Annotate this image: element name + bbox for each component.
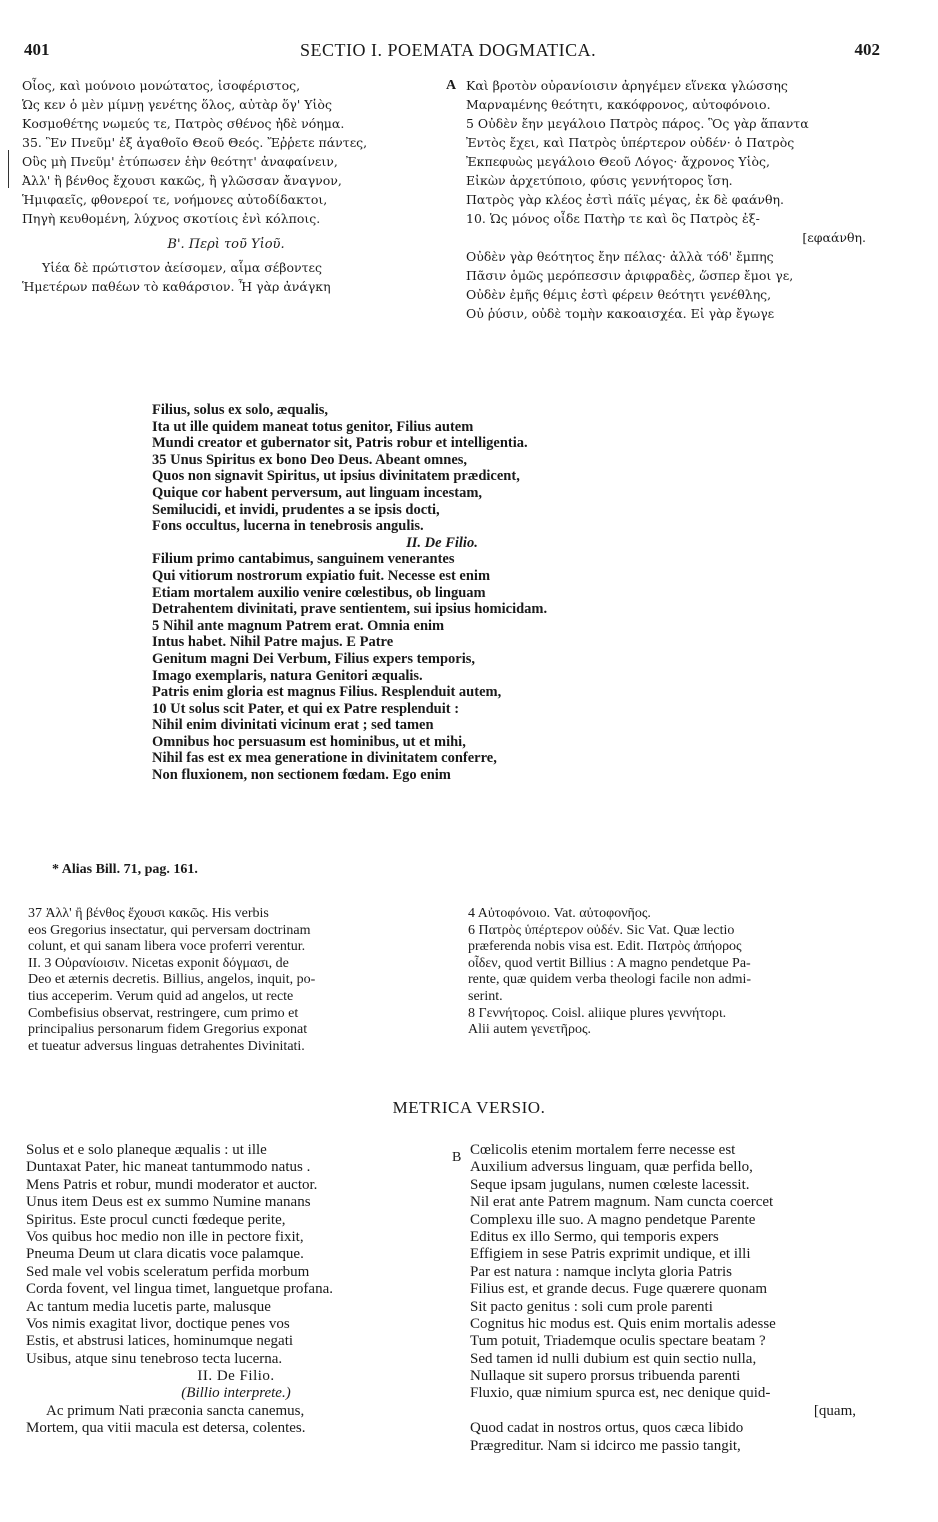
verse-line: Sit pacto genitus : soli cum prole parenti [470, 1298, 713, 1315]
note-line: rente, quæ quidem verba theologi facile non admi- [468, 972, 752, 988]
verse-line: Ac tantum media lucetis parte, malusque [26, 1298, 271, 1315]
marginal-letter-b: B [452, 1150, 462, 1165]
verse-line: Par est natura : namque inclyta gloria Patris [470, 1263, 733, 1280]
greek-line: Μαρναμένης θεότητι, κακόφρονος, αὐτοφόνοιο. [466, 97, 771, 112]
verse-line: Seque ipsam jugulans, numen cœleste lacessit. [470, 1176, 750, 1193]
verse-line: Nil erat ante Patrem magnum. Nam cuncta coercet [470, 1194, 774, 1211]
greek-line: Πηγὴ κευθομένη, λύχνος σκοτίοις ἐνὶ κόλποις. [22, 211, 321, 226]
greek-line: 10. Ὡς μόνος οἶδε Πατὴρ τε καὶ ὃς Πατρὸς ἐξ- [466, 211, 760, 226]
note-line: II. 3 Οὐρανίοισιν. Nicetas exponit δόγμασι, de [28, 955, 289, 971]
verse-line: Cœlicolis etenim mortalem ferre necesse est [470, 1142, 736, 1158]
latin-line: Mundi creator et gubernator sit, Patris robur et intelligentia. [152, 435, 528, 452]
note-line: Deo et æternis decretis. Billius, angelos, inquit, po- [28, 972, 316, 988]
verse-line: Spiritus. Este procul cuncti fœdeque perite, [26, 1211, 286, 1228]
verse-line: Estis, et abstrusi latices, hominumque negati [26, 1333, 294, 1350]
greek-line: Πᾶσιν ὁμῶς μερόπεσσιν ἀριφραδὲς, ὥσπερ ἔμοι γε, [466, 268, 794, 283]
greek-line: Οὐδὲν γὰρ θεότητος ἔην πέλας· ἀλλὰ τόδ' ἔμπης [466, 249, 774, 264]
verse-line: Vos quibus hoc medio non ille in pectore fixit, [26, 1228, 304, 1245]
verse-line: Nullaque sit supero prorsus tribuenda parenti [470, 1368, 741, 1385]
latin-line: Qui vitiorum nostrorum expiatio fuit. Necesse est enim [152, 567, 491, 584]
verse-line: Mens Patris et robur, mundi moderator et auctor. [26, 1176, 318, 1193]
greek-line: Οὐδὲν ἐμῆς θέμις ἐστὶ φέρειν θεότητι γενέθλης, [466, 287, 772, 302]
note-line: οἶδεν, quod vertit Billius : A magno pendetque Pa- [468, 955, 751, 971]
latin-line: Patris enim gloria est magnus Filius. Resplenduit autem, [152, 684, 502, 701]
latin-line: Etiam mortalem auxilio venire cœlestibus, ob linguam [152, 584, 486, 601]
verse-column-left [26, 1142, 446, 1438]
greek-line: 35. Ἓν Πνεῦμ' ἐξ ἀγαθοῖο Θεοῦ Θεός. Ἔῤῥετε πάντες, [22, 135, 368, 150]
verse-line: Effigiem in sese Patris exprimit undique, et illi [470, 1246, 751, 1263]
verse-line: Prægreditur. Nam si idcirco me passio tangit, [470, 1437, 741, 1454]
greek-line-continuation: [εφαάνθη. [802, 230, 866, 245]
greek-line: Ἐντὸς ἔχει, καὶ Πατρὸς ὑπέρτερον οὐδέν· ὁ Πατρὸς [466, 135, 795, 150]
verse-line: Cognitus hic modus est. Quis enim mortalis adesse [470, 1315, 776, 1332]
verse-column-right [470, 1142, 900, 1455]
latin-line: 35 Unus Spiritus ex bono Deo Deus. Abeant omnes, [152, 451, 468, 468]
greek-column-right [466, 76, 886, 323]
latin-line: Genitum magni Dei Verbum, Filius expers temporis, [152, 650, 476, 667]
verse-line: Auxilium adversus linguam, quæ perfida bello, [470, 1159, 753, 1176]
greek-line: Εἰκὼν ἀρχετύποιο, φύσις γεννήτορος ἴση. [466, 173, 733, 188]
greek-line: Οὐ ῥύσιν, οὐδὲ τομὴν κακοαισχέα. Εἰ γὰρ ἔγωγε [466, 306, 775, 321]
latin-line: Nihil enim divinitati vicinum erat ; sed tamen [152, 717, 434, 734]
margin-rule [8, 150, 9, 188]
verse-line: Vos nimis exagitat livor, doctique penes vos [26, 1315, 290, 1332]
verse-line: Fluxio, quæ nimium spurca est, nec denique quid- [470, 1385, 771, 1402]
page-number-right: 402 [854, 40, 880, 59]
note-line: serint. [468, 988, 503, 1004]
verse-line: Pneuma Deum ut clara dicatis voce palamque. [26, 1246, 304, 1263]
section-title: METRICA VERSIO. [392, 1098, 546, 1117]
note-line: colunt, et qui sanam libera voce proferri verentur. [28, 939, 306, 955]
verse-line: Complexu ille suo. A magno pendetque Parente [470, 1211, 756, 1228]
verse-line: Sed tamen id nulli dubium est quin sectio nulla, [470, 1350, 757, 1367]
verse-interpreter-note: (Billio interprete.) [181, 1385, 291, 1402]
verse-line: Tum potuit, Triademque oculis spectare beatam ? [470, 1333, 766, 1350]
latin-line: Quique cor habent perversum, aut linguam incestam, [152, 484, 483, 501]
latin-line: Detrahentem divinitati, prave sentientem, sui ipsius homicidam. [152, 601, 548, 618]
note-line: et tueatur adversus linguas detrahentes Divinitati. [28, 1038, 305, 1054]
footnote: * Alias Bill. 71, pag. 161. [52, 862, 198, 877]
greek-line: Ἀλλ' ἢ βένθος ἔχουσι κακῶς, ἢ γλῶσσαν ἄναγνον, [22, 173, 342, 188]
latin-line: Ita ut ille quidem maneat totus genitor, Filius autem [152, 418, 474, 435]
greek-line: Ὡς κεν ὁ μὲν μίμνῃ γενέτης ὅλος, αὐτὰρ ὅγ' Υἱὸς [22, 97, 332, 112]
greek-line: Ἡμετέρων παθέων τὸ καθάρσιον. Ἦ γὰρ ἀνάγκη [22, 279, 331, 294]
greek-line: Ἡμιφαεῖς, φθονεροί τε, νοήμονες αὐτοδίδακτοι, [22, 192, 328, 207]
note-line: præferenda nobis visa est. Edit. Πατρὸς ἀπήορος [468, 939, 742, 955]
verse-line: Sed male vel vobis sceleratum perfida morbum [26, 1263, 310, 1280]
verse-line: Duntaxat Pater, hic maneat tantummodo natus . [26, 1159, 311, 1176]
latin-line: Non fluxionem, non sectionem fœdam. Ego enim [152, 767, 451, 784]
notes-column-left [28, 906, 448, 1055]
latin-line: Filium primo cantabimus, sanguinem venerantes [152, 551, 455, 568]
verse-line: Unus item Deus est ex summo Numine manans [26, 1194, 311, 1211]
greek-line: Πατρὸς γὰρ κλέος ἐστὶ πάϊς μέγας, ἐκ δὲ φαάνθη. [466, 192, 784, 207]
verse-line-continuation: [quam, [813, 1402, 856, 1419]
verse-line: Ac primum Nati præconia sancta canemus, [46, 1402, 305, 1419]
page-number-left: 401 [24, 40, 50, 59]
greek-line: 5 Οὐδὲν ἔην μεγάλοιο Πατρὸς πάρος. Ὃς γὰρ ἅπαντα [466, 116, 809, 131]
running-head [0, 40, 938, 66]
latin-line: Semilucidi, et invidi, prudentes a se ipsis docti, [152, 501, 440, 518]
note-line: principalius personarum fidem Gregorius exponat [28, 1022, 308, 1038]
verse-line: Filius est, et grande decus. Fuge quærere quonam [470, 1281, 768, 1298]
marginal-letter-a: A [446, 78, 457, 93]
latin-line: 10 Ut solus scit Pater, et qui ex Patre resplenduit : [152, 700, 460, 717]
note-line: 6 Πατρὸς ὑπέρτερον οὐδέν. Sic Vat. Quæ lectio [468, 922, 735, 938]
latin-prose-translation [152, 402, 732, 784]
latin-line: 5 Nihil ante magnum Patrem erat. Omnia enim [152, 617, 445, 634]
greek-line: Υἱέα δὲ πρώτιστον ἀείσομεν, αἷμα σέβοντες [42, 260, 323, 275]
verse-line: Usibus, atque sinu tenebroso tecta lucerna. [26, 1350, 283, 1367]
note-line: 37 Ἀλλ' ἢ βένθος ἔχουσι κακῶς. His verbis [28, 906, 269, 921]
verse-line: Corda fovent, vel lingua timet, languetque profana. [26, 1281, 333, 1298]
verse-section-heading: II. De Filio. [197, 1368, 275, 1385]
latin-line: Filius, solus ex solo, æqualis, [152, 402, 329, 418]
latin-line: Fons occultus, lucerna in tenebrosis angulis. [152, 518, 424, 535]
note-line: 4 Αὐτοφόνοιο. Vat. αὐτοφονῆος. [468, 906, 651, 921]
greek-line: Κοσμοθέτης νωμεύς τε, Πατρὸς σθένος ἠδὲ νόημα. [22, 116, 345, 131]
latin-section-heading: II. De Filio. [406, 534, 478, 551]
note-line: Combefisius observat, restringere, cum primo et [28, 1005, 299, 1021]
latin-line: Nihil fas est ex mea generatione in divinitatem conferre, [152, 750, 497, 767]
verse-line: Mortem, qua vitii macula est detersa, colentes. [26, 1420, 306, 1437]
verse-line: Editus ex illo Sermo, qui temporis expers [470, 1228, 719, 1245]
greek-section-heading: Β'. Περὶ τοῦ Υἱοῦ. [167, 237, 285, 252]
greek-line: Οἶος, καὶ μούνοιο μονώτατος, ἰσοφέριστος, [22, 78, 301, 93]
latin-line: Quos non signavit Spiritus, ut ipsius divinitatem prædicent, [152, 468, 520, 485]
latin-line: Intus habet. Nihil Patre majus. E Patre [152, 634, 394, 651]
note-line: tius acceperim. Verum quid ad angelos, ut recte [28, 988, 294, 1004]
greek-line: Καὶ βροτὸν οὐρανίοισιν ἀρηγέμεν εἵνεκα γλώσσης [466, 78, 788, 93]
latin-line: Omnibus hoc persuasum est hominibus, ut et mihi, [152, 733, 466, 750]
running-title: SECTIO I. POEMATA DOGMATICA. [300, 40, 597, 60]
verse-line: Solus et e solo planeque æqualis : ut ille [26, 1142, 267, 1158]
notes-column-right [468, 906, 898, 1039]
note-line: 8 Γεννήτορος. Coisl. aliique plures γεννήτορι. [468, 1005, 727, 1021]
greek-line: Ἐκπεφυὼς μεγάλοιο Θεοῦ Λόγος· ἄχρονος Υἱὸς, [466, 154, 771, 169]
latin-line: Imago exemplaris, natura Genitori æqualis. [152, 667, 423, 684]
note-line: Alii autem γενετῆρος. [468, 1022, 591, 1038]
greek-column-left [22, 76, 430, 296]
verse-line: Quod cadat in nostros ortus, quos cæca libido [470, 1420, 744, 1437]
greek-line: Οὓς μὴ Πνεῦμ' ἐτύπωσεν ἑὴν θεότητ' ἀναφαίνειν, [22, 154, 338, 169]
note-line: eos Gregorius insectatur, qui perversam doctrinam [28, 922, 311, 938]
